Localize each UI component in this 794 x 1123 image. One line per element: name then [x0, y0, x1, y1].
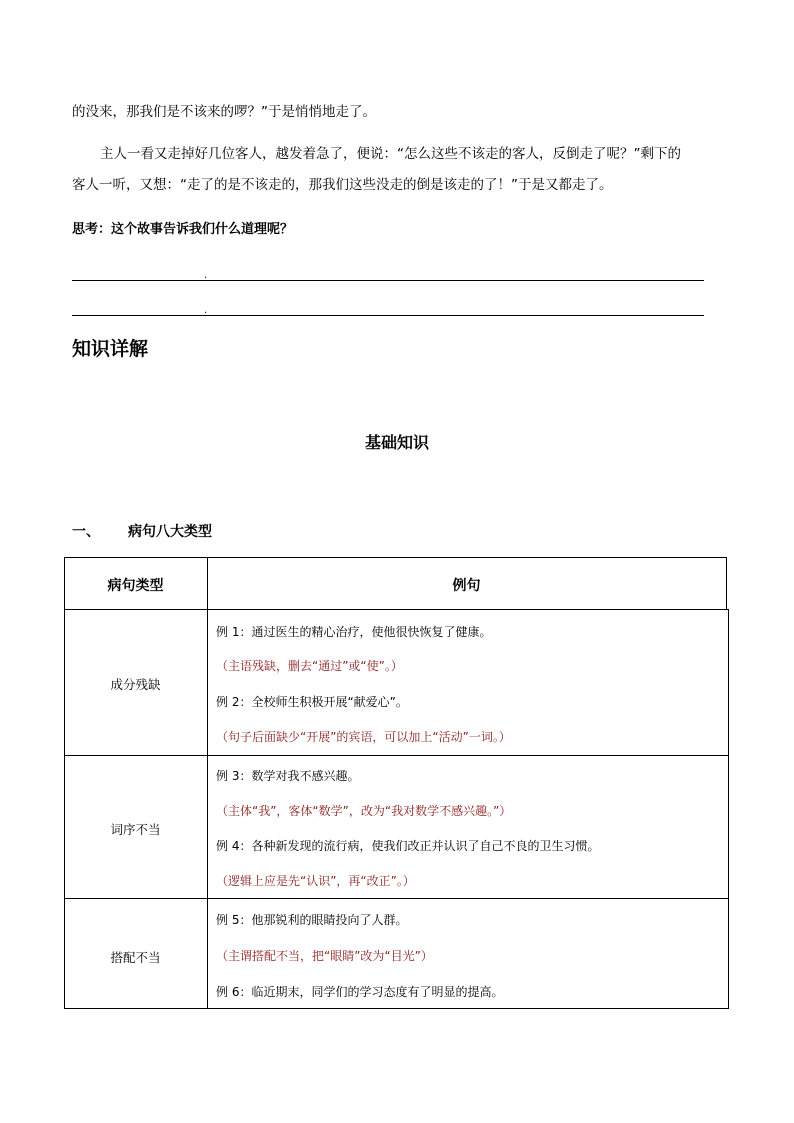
correction-note: （主体“我”，客体“数学”，改为“我对数学不感兴趣。”）	[216, 804, 512, 818]
example-line: 例 5：他那锐利的眼睛投向了人群。	[216, 913, 408, 927]
table-header-type: 病句类型	[107, 578, 164, 594]
correction-note: （主语残缺，删去“通过”或“使”。）	[216, 659, 403, 673]
section-title: 知识详解	[72, 338, 149, 360]
table-border	[64, 755, 729, 756]
subsection-number: 一、	[72, 524, 100, 540]
correction-note: （句子后面缺少“开展”的宾语，可以加上“活动”一词。）	[216, 730, 511, 744]
answer-line	[72, 280, 704, 281]
table-header-example: 例句	[452, 578, 481, 594]
example-line: 例 3：数学对我不感兴趣。	[216, 769, 360, 783]
example-line: 例 6：临近期末，同学们的学习态度有了明显的提高。	[216, 985, 504, 999]
table-border	[726, 557, 727, 609]
table-border	[728, 609, 729, 1009]
example-line: 例 4：各种新发现的流行病，使我们改正并认识了自己不良的卫生习惯。	[216, 839, 600, 853]
story-line-2: 主人一看又走掉好几位客人，越发着急了，便说：“怎么这些不该走的客人，反倒走了呢？”剩下的	[100, 146, 681, 162]
table-border	[64, 557, 65, 1009]
correction-note: （逻辑上应是先“认识”，再“改正”。）	[216, 874, 415, 888]
answer-mark: .	[204, 305, 208, 316]
correction-note: （主谓搭配不当，把“眼睛”改为“目光”）	[216, 949, 433, 963]
example-line: 例 1：通过医生的精心治疗，使他很快恢复了健康。	[216, 625, 492, 639]
table-border	[64, 609, 729, 610]
example-line: 例 2：全校师生积极开展“献爱心”。	[216, 695, 408, 709]
table-row-type: 词序不当	[110, 822, 161, 837]
think-question: 思考：这个故事告诉我们什么道理呢？	[72, 222, 294, 237]
story-line-1: 的没来，那我们是不该来的啰？”于是悄悄地走了。	[72, 104, 376, 120]
subsection-title: 病句八大类型	[128, 524, 212, 540]
center-title: 基础知识	[364, 433, 429, 452]
table-border	[64, 1008, 729, 1009]
answer-mark: .	[204, 270, 208, 281]
table-border	[207, 557, 208, 1009]
table-border	[64, 898, 729, 899]
table-row-type: 搭配不当	[110, 950, 161, 965]
table-border	[64, 557, 727, 558]
story-line-3: 客人一听，又想：“走了的是不该走的，那我们这些没走的倒是该走的了！”于是又都走了。	[72, 177, 613, 193]
answer-line	[72, 315, 704, 316]
table-row-type: 成分残缺	[110, 677, 161, 692]
